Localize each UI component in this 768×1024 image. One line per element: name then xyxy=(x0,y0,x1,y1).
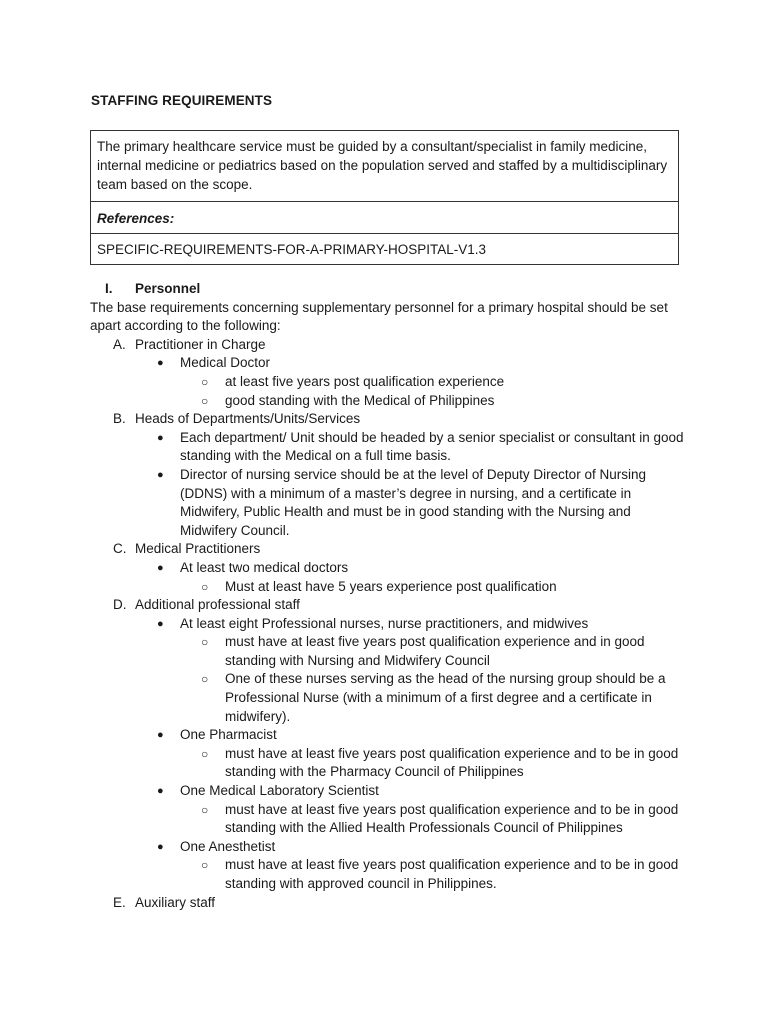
list-item-d xyxy=(90,596,690,615)
sub-bullet-item xyxy=(90,856,690,893)
list-marker: E. xyxy=(113,894,126,910)
bullet-item xyxy=(90,726,690,745)
bullet-icon: ● xyxy=(157,561,164,574)
sub-bullet-text: must have at least five years post qualification experience and in good standing with Nursing and Midwifery Council xyxy=(225,634,645,668)
list-item-a xyxy=(90,336,690,355)
reference-value: SPECIFIC-REQUIREMENTS-FOR-A-PRIMARY-HOSPITAL-V1.3 xyxy=(91,233,678,264)
bullet-item xyxy=(90,354,690,373)
bullet-text: Each department/ Unit should be headed by a senior specialist or consultant in good standing with the Medical on a full time basis. xyxy=(180,429,684,464)
page-title: STAFFING REQUIREMENTS xyxy=(91,93,273,108)
bullet-text: One Anesthetist xyxy=(180,838,276,854)
sub-bullet-icon: ○ xyxy=(201,746,209,761)
list-item-b xyxy=(90,410,690,429)
bullet-item xyxy=(90,429,690,466)
bullet-item xyxy=(90,838,690,857)
bullet-icon: ● xyxy=(157,840,164,853)
sub-bullet-icon: ○ xyxy=(201,635,209,650)
requirements-box xyxy=(90,130,679,265)
list-item-label: Practitioner in Charge xyxy=(135,336,266,352)
sub-bullet-icon: ○ xyxy=(201,393,209,408)
bullet-item xyxy=(90,559,690,578)
bullet-text: One Medical Laboratory Scientist xyxy=(180,783,379,799)
list-item-label: Auxiliary staff xyxy=(135,894,216,910)
sub-bullet-icon: ○ xyxy=(201,858,209,873)
sub-bullet-item xyxy=(90,392,690,411)
sub-bullet-text: good standing with the Medical of Philippines xyxy=(225,392,495,408)
sub-bullet-item xyxy=(90,578,690,597)
bullet-item xyxy=(90,615,690,634)
requirements-description: The primary healthcare service must be guided by a consultant/specialist in family medicine, internal medicine or pediatrics based on the population served and staffed by a multidisciplinary team based on the scope. xyxy=(97,139,668,192)
bullet-icon: ● xyxy=(157,729,164,742)
sub-bullet-item xyxy=(90,373,690,392)
sub-bullet-text: One of these nurses serving as the head of the nursing group should be a Professional Nurse (with a minimum of a first degree and a certificate in midwifery). xyxy=(225,671,666,724)
sub-bullet-item xyxy=(90,801,690,838)
bullet-text: One Pharmacist xyxy=(180,727,277,743)
sub-bullet-item xyxy=(90,670,690,726)
section-intro: The base requirements concerning supplementary personnel for a primary hospital should be set apart according to the following: xyxy=(90,299,668,334)
bullet-icon: ● xyxy=(157,785,164,798)
list-item-label: Medical Practitioners xyxy=(135,541,261,557)
list-item-c xyxy=(90,540,690,559)
sub-bullet-item xyxy=(90,633,690,670)
sub-bullet-item xyxy=(90,745,690,782)
sub-bullet-text: must have at least five years post qualification experience and to be in good standing with the Allied Health Professionals Council of Philippines xyxy=(225,801,679,836)
sub-bullet-icon: ○ xyxy=(201,579,209,594)
bullet-icon: ● xyxy=(157,617,164,630)
bullet-item xyxy=(90,782,690,801)
bullet-text: Director of nursing service should be at the level of Deputy Director of Nursing (DDNS) with a minimum of a master’s degree in nursing, and a certificate in Midwifery, Public Health and must be in good standing with the Nursing and Midwifery Council. xyxy=(180,466,646,538)
references-label: References: xyxy=(91,201,678,233)
bullet-icon: ● xyxy=(157,357,164,370)
list-item-e xyxy=(90,894,690,913)
section-numeral: I. xyxy=(105,281,113,296)
personnel-section xyxy=(90,280,690,912)
sub-bullet-icon: ○ xyxy=(201,802,209,817)
sub-bullet-icon: ○ xyxy=(201,374,209,389)
list-item-label: Additional professional staff xyxy=(135,597,300,613)
list-marker: B. xyxy=(113,411,126,427)
bullet-text: Medical Doctor xyxy=(180,355,271,371)
list-marker: C. xyxy=(113,541,127,557)
sub-bullet-text: Must at least have 5 years experience post qualification xyxy=(225,578,557,594)
sub-bullet-text: at least five years post qualification experience xyxy=(225,373,505,389)
list-item-label: Heads of Departments/Units/Services xyxy=(135,411,361,427)
section-heading xyxy=(90,280,690,299)
bullet-icon: ● xyxy=(157,431,164,444)
sub-bullet-text: must have at least five years post qualification experience and to be in good standing with approved council in Philippines. xyxy=(225,857,679,891)
section-heading-text: Personnel xyxy=(135,281,201,296)
list-marker: D. xyxy=(113,597,127,613)
sub-bullet-icon: ○ xyxy=(201,672,209,687)
bullet-text: At least two medical doctors xyxy=(180,559,349,575)
bullet-icon: ● xyxy=(157,468,164,481)
bullet-item xyxy=(90,466,690,540)
bullet-text: At least eight Professional nurses, nurse practitioners, and midwives xyxy=(180,615,589,631)
sub-bullet-text: must have at least five years post qualification experience and to be in good standing with the Pharmacy Council of Philippines xyxy=(225,745,679,780)
list-marker: A. xyxy=(113,336,126,352)
